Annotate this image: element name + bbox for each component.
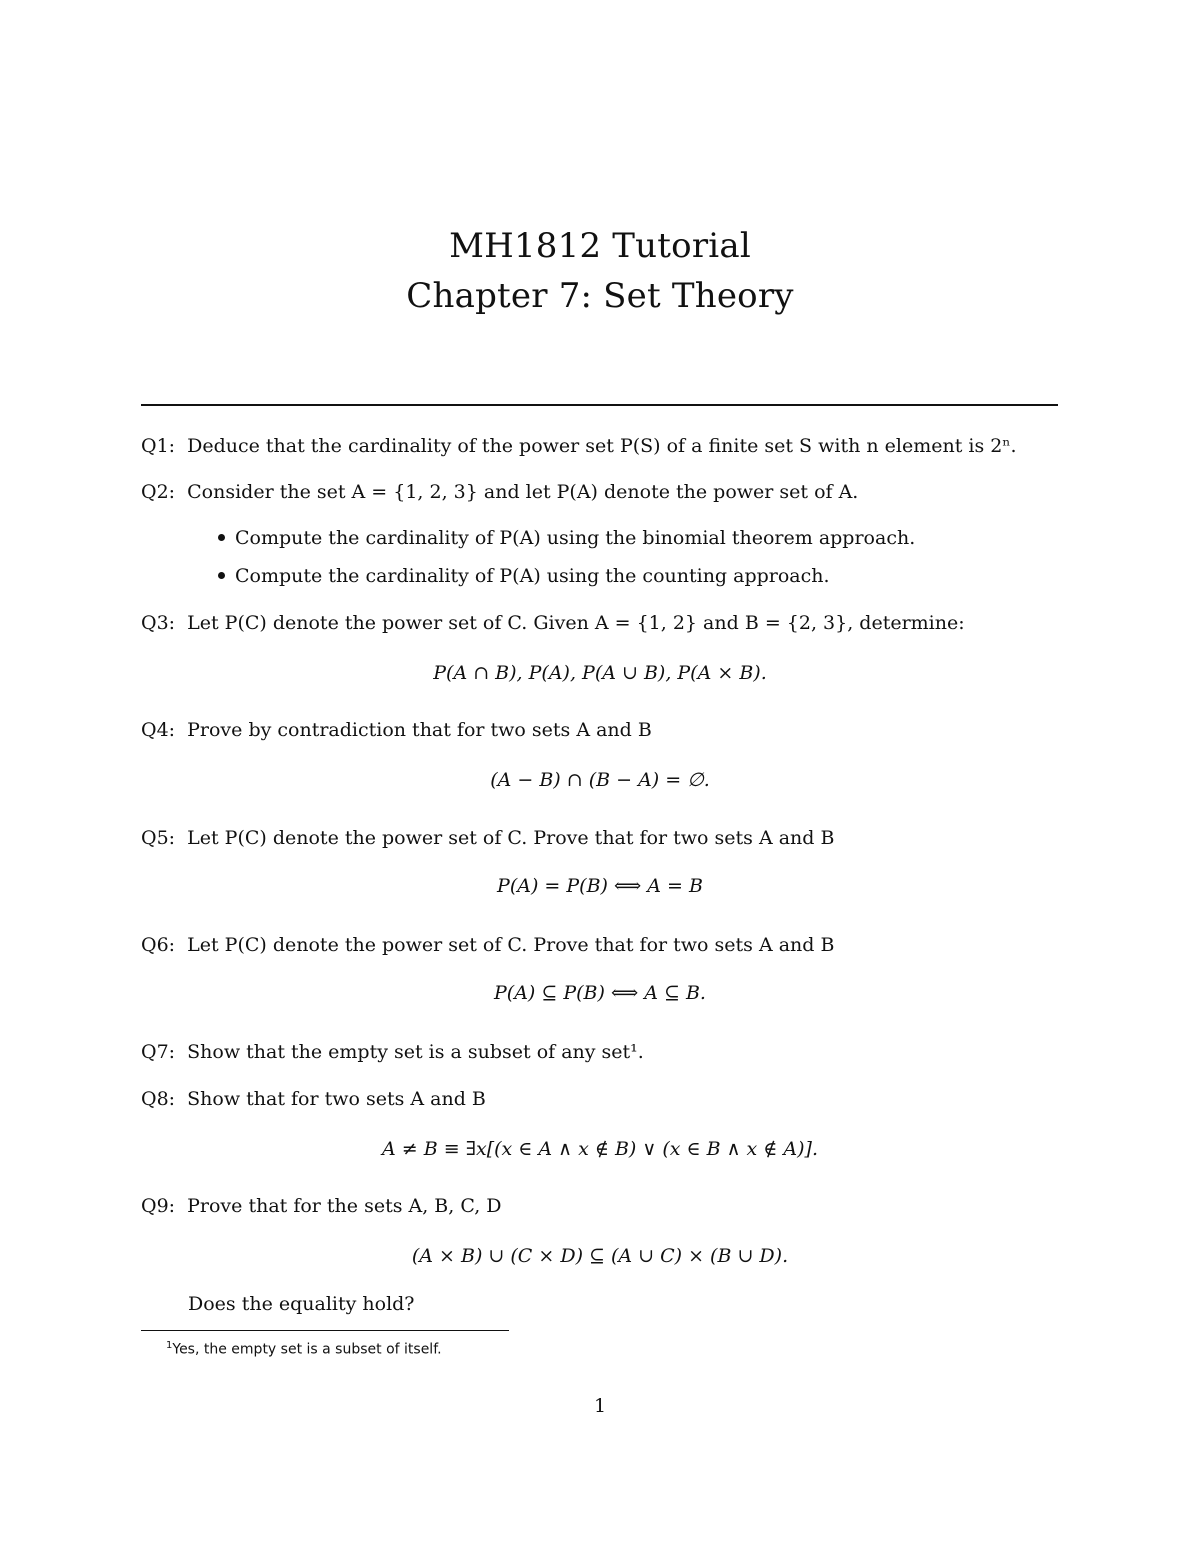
question-label: Q9:: [141, 1195, 176, 1217]
page-title: MH1812 Tutorial: [449, 226, 751, 266]
question-label: Q6:: [141, 934, 176, 956]
display-equation: P(A) = P(B) ⟺ A = B: [497, 875, 703, 897]
question-8: [141, 1087, 486, 1111]
question-text: Show that the empty set is a subset of any set¹.: [187, 1041, 644, 1063]
bullet-icon: [218, 572, 225, 579]
question-text: Let P(C) denote the power set of C. Prove that for two sets A and B: [187, 934, 835, 956]
question-text: Consider the set A = {1, 2, 3} and let P(A) denote the power set of A.: [187, 481, 859, 503]
display-equation: P(A ∩ B), P(A), P(A ∪ B), P(A × B).: [433, 662, 767, 684]
question-label: Q1:: [141, 435, 176, 457]
question-label: Q7:: [141, 1041, 176, 1063]
footnote: [166, 1336, 442, 1360]
list-item: [218, 564, 830, 588]
footnote-marker: 1: [166, 1340, 173, 1351]
question-text: Prove by contradiction that for two sets A and B: [187, 719, 652, 741]
question-2: [141, 480, 858, 504]
footnote-text: Yes, the empty set is a subset of itself.: [172, 1341, 442, 1358]
question-5: [141, 826, 834, 850]
question-label: Q8:: [141, 1088, 176, 1110]
question-label: Q4:: [141, 719, 176, 741]
display-equation: A ≠ B ≡ ∃x[(x ∈ A ∧ x ∉ B) ∨ (x ∈ B ∧ x ∉ A)].: [382, 1138, 818, 1160]
question-followup: Does the equality hold?: [188, 1293, 415, 1315]
list-item-text: Compute the cardinality of P(A) using the counting approach.: [235, 565, 830, 587]
question-1: [141, 434, 1017, 458]
question-4: [141, 718, 652, 742]
display-equation: (A × B) ∪ (C × D) ⊆ (A ∪ C) × (B ∪ D).: [411, 1245, 789, 1267]
question-3: [141, 611, 965, 635]
question-text: Let P(C) denote the power set of C. Given A = {1, 2} and B = {2, 3}, determine:: [187, 612, 965, 634]
display-equation: P(A) ⊆ P(B) ⟺ A ⊆ B.: [494, 982, 706, 1004]
question-text: Show that for two sets A and B: [187, 1088, 486, 1110]
question-6: [141, 933, 834, 957]
list-item: [218, 526, 915, 550]
question-text: Deduce that the cardinality of the power set P(S) of a finite set S with n element is 2ⁿ.: [187, 435, 1017, 457]
display-equation: (A − B) ∩ (B − A) = ∅.: [490, 769, 710, 791]
question-label: Q2:: [141, 481, 176, 503]
question-9: [141, 1194, 502, 1218]
question-label: Q5:: [141, 827, 176, 849]
bullet-icon: [218, 534, 225, 541]
question-text: Let P(C) denote the power set of C. Prove that for two sets A and B: [187, 827, 835, 849]
page-subtitle: Chapter 7: Set Theory: [406, 276, 794, 316]
list-item-text: Compute the cardinality of P(A) using the binomial theorem approach.: [235, 527, 916, 549]
header-divider: [141, 404, 1058, 406]
question-label: Q3:: [141, 612, 176, 634]
question-7: [141, 1040, 644, 1064]
question-text: Prove that for the sets A, B, C, D: [187, 1195, 502, 1217]
footnote-divider: [141, 1330, 509, 1331]
page-number: 1: [593, 1395, 607, 1417]
